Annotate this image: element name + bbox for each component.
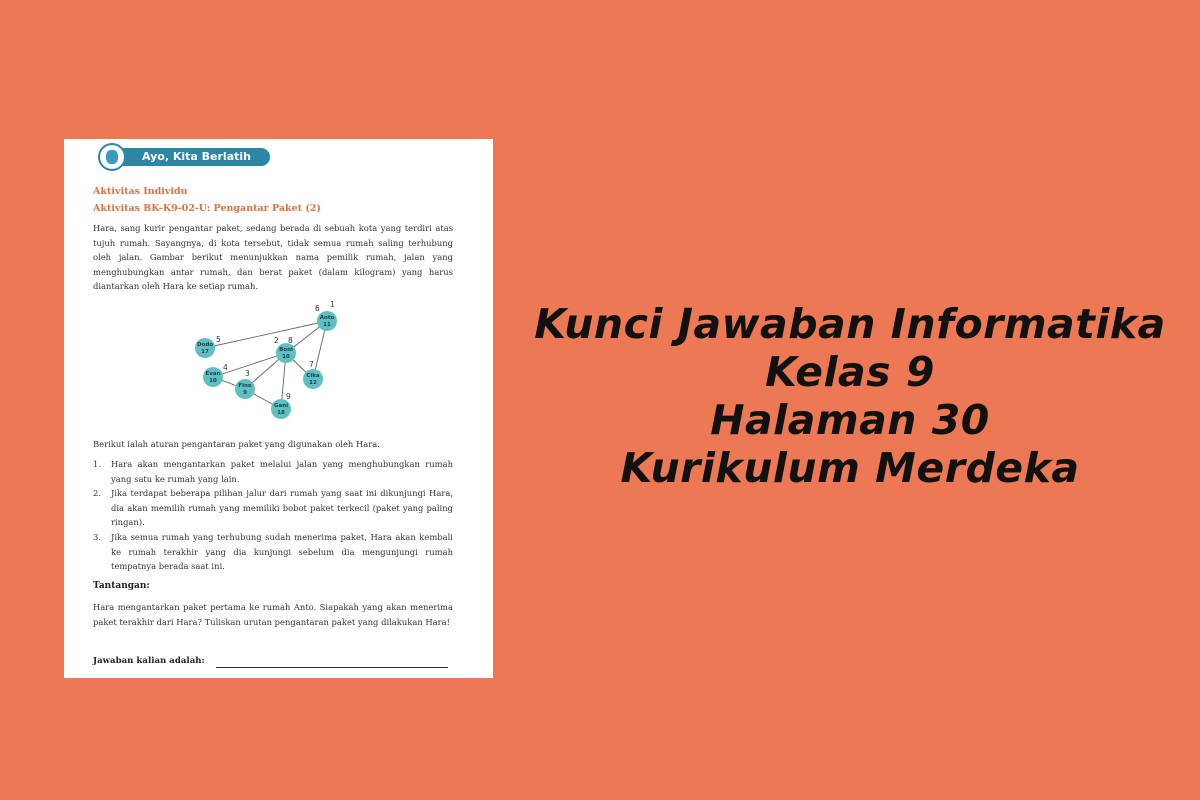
svg-text:Gani: Gani (273, 403, 289, 409)
graph-label: 2 (274, 336, 279, 345)
student-icon (98, 143, 126, 171)
svg-text:18: 18 (277, 410, 285, 416)
svg-text:Evan: Evan (205, 371, 221, 377)
delivery-graph (189, 297, 349, 422)
node-fino (235, 379, 255, 399)
node-cika (303, 369, 323, 389)
node-boni (276, 343, 296, 363)
svg-text:10: 10 (209, 378, 217, 384)
node-dodo (195, 338, 215, 358)
graph-label: 6 (315, 304, 320, 313)
graph-label: 7 (309, 360, 314, 369)
title-line-4: Kurikulum Merdeka (620, 444, 1080, 492)
title-line-1: Kunci Jawaban Informatika (534, 300, 1166, 348)
activity-subheading: Aktivitas BK-K9-02-U: Pengantar Paket (2) (93, 203, 321, 214)
svg-text:12: 12 (309, 380, 317, 386)
rule-text: Hara akan mengantarkan paket melalui jalan yang menghubungkan rumah yang satu ke rumah yang lain. (111, 459, 453, 484)
title-line-3: Halaman 30 (710, 396, 990, 444)
answer-label: Jawaban kalian adalah: (93, 656, 205, 666)
rule-text: Jika semua rumah yang terhubung sudah menerima paket, Hara akan kembali ke rumah terakhir yang dia kunjungi sebelum dia mengunjungi rumah tempatnya berada saat ini. (111, 531, 453, 572)
node-gani (271, 399, 291, 419)
rule-text: Jika terdapat beberapa pilihan jalur dari rumah yang saat ini dikunjungi Hara, dia akan memilih rumah yang memiliki bobot paket terkecil (paket yang paling ringan). (111, 488, 453, 528)
challenge-paragraph: Hara mengantarkan paket pertama ke rumah Anto. Siapakah yang akan menerima paket terakhir dari Hara? Tuliskan urutan pengantaran paket yang dilakukan Hara! (93, 602, 453, 627)
svg-text:Anto: Anto (319, 315, 335, 321)
rule-number: 2. (93, 488, 101, 499)
svg-text:11: 11 (323, 322, 331, 328)
rules-list (93, 457, 453, 574)
rule-item (93, 457, 453, 486)
svg-text:Dodo: Dodo (196, 342, 214, 348)
svg-text:Cika: Cika (306, 373, 320, 379)
challenge-heading: Tantangan: (93, 581, 150, 591)
graph-label: 5 (216, 335, 221, 344)
article-title (520, 300, 1180, 492)
graph-label: 4 (223, 363, 228, 372)
graph-label: 8 (288, 336, 293, 345)
svg-text:Boni: Boni (279, 347, 293, 353)
node-evan (203, 367, 223, 387)
rules-intro: Berikut ialah aturan pengantaran paket yang digunakan oleh Hara. (93, 439, 380, 449)
rule-item (93, 530, 453, 574)
answer-blank-line (216, 667, 448, 668)
textbook-page (64, 139, 493, 678)
banner-title: Ayo, Kita Berlatih (142, 150, 251, 163)
intro-paragraph: Hara, sang kurir pengantar paket, sedang berada di sebuah kota yang terdiri atas tujuh rumah. Sayangnya, di kota tersebut, tidak semua rumah saling terhubung oleh jalan. Gambar berikut menunjukkan nama pemilik rumah, jalan yang menghubungkan antar rumah, dan berat paket (dalam kilogram) yang harus diantarkan oleh Hara ke setiap rumah. (93, 223, 453, 292)
activity-heading: Aktivitas Individu (93, 186, 188, 197)
svg-text:10: 10 (282, 354, 290, 360)
svg-text:17: 17 (201, 349, 209, 355)
svg-text:Fino: Fino (238, 383, 252, 389)
edge-dodo-anto (205, 321, 327, 348)
node-anto (317, 311, 337, 331)
title-line-2: Kelas 9 (765, 348, 935, 396)
rule-item (93, 486, 453, 530)
svg-text:9: 9 (243, 390, 247, 396)
section-banner (98, 147, 270, 167)
graph-label: 1 (330, 300, 335, 309)
rule-number: 1. (93, 459, 101, 469)
graph-label: 9 (286, 392, 291, 401)
rule-number: 3. (93, 531, 101, 542)
graph-label: 3 (245, 369, 250, 378)
